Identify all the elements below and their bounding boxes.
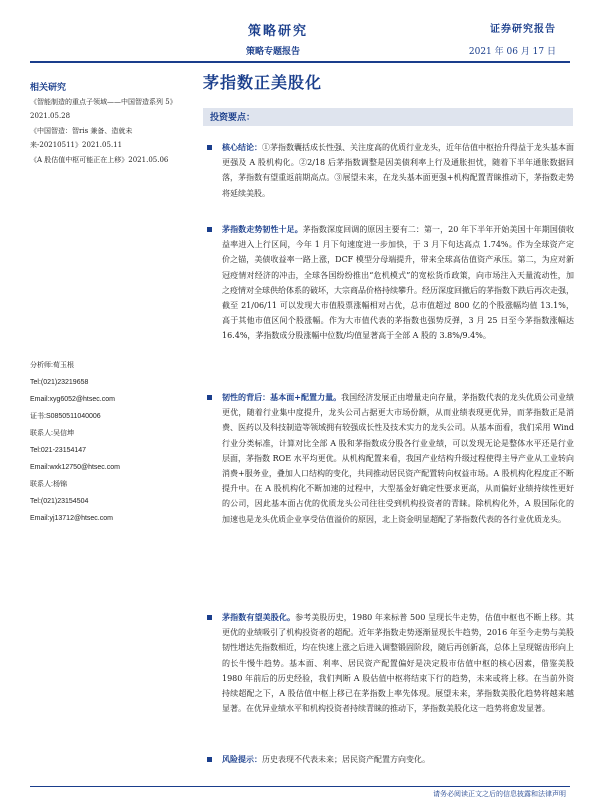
- related-item[interactable]: 《中国智造：智ris 兼备、造就未来-20210511》2021.05.11: [30, 127, 133, 149]
- paragraph-lead: 茅指数走势韧性十足。: [222, 224, 303, 234]
- related-heading: 相关研究: [30, 83, 67, 93]
- contact-tel: Tel:021-23154147: [30, 447, 87, 454]
- header-title: 策略研究: [248, 24, 309, 39]
- paragraph-fundamentals: [222, 390, 574, 527]
- contact-name: 联系人:吴信坤: [30, 430, 74, 437]
- analyst-cert: 证书:S0850511040006: [30, 413, 101, 420]
- section-label: 投资要点：: [210, 113, 256, 123]
- bullet-marker: [207, 615, 212, 620]
- analyst-email[interactable]: Email:xyg6052@htsec.com: [30, 396, 115, 403]
- paragraph-resilience: [222, 222, 574, 344]
- report-date: 2021 年 06 月 17 日: [468, 47, 556, 57]
- page-title: 茅指数正美股化: [203, 73, 323, 92]
- contact-tel: Tel:(021)23154504: [30, 498, 89, 505]
- footer-rule: [30, 786, 570, 787]
- paragraph-text: 历史表现不代表未来；居民资产配置方向变化。: [262, 755, 430, 764]
- analyst-name: 分析师:荀玉根: [30, 362, 74, 369]
- paragraph-us-style: [222, 610, 574, 716]
- paragraph-text: 参考美股历史，1980 年来标普 500 呈现长牛走势，估值中枢也不断上移。其更优的业绩吸引了机构投资者的超配。近年茅指数走势逐渐显现长牛趋势，2016 年至今走势与美股韧性增达先指数相近，均在快速上涨之后进入调整锻固阶段，随后再创新高，总体上呈现锯齿形向上的长牛慢牛趋势。基本面、利率、居民资产配置偏好是决定股市估值中枢的核心因素，借鉴美股 1980 年前后的历史经验，我们判断 A 股估值中枢将结束下行的趋势，未来或将上移。在当前外资持续超配之下，A 股估值中枢上移已在茅指数上率先体现。展望未来，茅指数美股化趋势将越来越显著。在优异业绩水平和机构投资者持续青睐的推动下，茅指数美股化这一趋势将愈发显著。: [222, 613, 575, 714]
- bullet-marker: [207, 395, 212, 400]
- bullet-marker: [207, 227, 212, 232]
- report-type: 证券研究报告: [490, 24, 556, 35]
- paragraph-lead: 韧性的背后：基本面+配置力量。: [222, 392, 342, 402]
- paragraph-text: 我国经济发展正由增量走向存量，茅指数代表的龙头优质公司业绩更优，随着行业集中度提升，龙头公司占据更大市场份额，从而业绩表现更优异，而茅指数正是消费、医药以及科技制造等领域拥有较强成长性及技术实力的龙头公司。从基本面看，我们采用 Wind 行业分类标准，计算对比全部 A 股和茅指数成分股各行业业绩，可以发现无论是整体水平还是行业层面，茅指数 ROE 水平均更优。从机构配置来看，我国产业结构升级过程使得主导产业从工业转向消费+服务业，叠加人口结构的变化，共同推动居民资产配置转向权益市场。A 股机构化程度正不断提升中。在 A 股机构化不断加速的过程中，大型基金好确定性要求更高，从而偏好业绩持续性更好的公司，因此基本面占优的优质龙头公司往往受到机构投资者的青睐。除机构化外，A 股国际化的加速也是龙头优质企业享受估值溢价的原因，北上资金明显超配了茅指数代表的各行业优质龙头。: [222, 393, 574, 524]
- contact-name: 联系人:杨锦: [30, 481, 67, 488]
- related-item[interactable]: 《智能制造的重点子领域——中国智造系列 5》2021.05.28: [30, 98, 177, 120]
- paragraph-lead: 风险提示：: [222, 754, 262, 764]
- analyst-tel: Tel:(021)23219658: [30, 379, 89, 386]
- footer-disclaimer: 请务必阅读正文之后的信息披露和法律声明: [433, 790, 566, 798]
- paragraph-lead: 茅指数有望美股化。: [222, 612, 296, 622]
- bullet-marker: [207, 145, 212, 150]
- contact-email[interactable]: Email:wxk12750@htsec.com: [30, 464, 120, 471]
- header-subtitle: 策略专题报告: [246, 47, 301, 57]
- paragraph-lead: 核心结论：: [222, 142, 262, 152]
- paragraph-core-conclusion: [222, 140, 574, 201]
- bullet-marker: [207, 757, 212, 762]
- contact-email[interactable]: Email:yj13712@htsec.com: [30, 515, 113, 522]
- paragraph-risk: [222, 752, 574, 767]
- paragraph-text: ①茅指数囊括成长性强、关注度高的优质行业龙头，近年估值中枢抬升得益于龙头基本面更强及 A 股机构化。②2/18 后茅指数调整是因美债利率上行及通胀担忧，随着下半年通胀数据回落，茅指数有望重返前期高点。③展望未来，在龙头基本面更强+机构配置青睐推动下，茅指数走势将延续美股。: [222, 143, 574, 198]
- header-rule: [30, 61, 570, 63]
- section-banner: [203, 108, 573, 126]
- paragraph-text: 茅指数深度回调的原因主要有二：第一，20 年下半年开始美国十年期国债收益率进入上行区间，今年 1 月下旬速度进一步加快，于 3 月下旬达高点 1.74%。作为全球资产定价之锚，美债收益率一路上涨，DCF 模型分母端提升，带来全球高估值资产承压。第二，为应对新冠疫情对经济的冲击，全球各国纷纷推出“危机模式”的宽松货币政策，向市场注入天量流动性，加之疫情对全球供给体系的破坏，大宗商品价格持续攀升。经历深度回撤后的茅指数下跌后再次走强，截至 21/06/11 可以发现大市值股票涨幅相对占优，总市值超过 800 亿的个股涨幅均值 13.1%，高于其他市值区间个股涨幅。作为大市值代表的茅指数也强势反弹，3 月 25 日至今茅指数涨幅达 16.4%，茅指数成分股涨幅中位数/均值显著高于全部 A 股的 3.8%/9.4%。: [222, 225, 574, 341]
- related-item[interactable]: 《A 股估值中枢可能正在上移》2021.05.06: [30, 156, 169, 164]
